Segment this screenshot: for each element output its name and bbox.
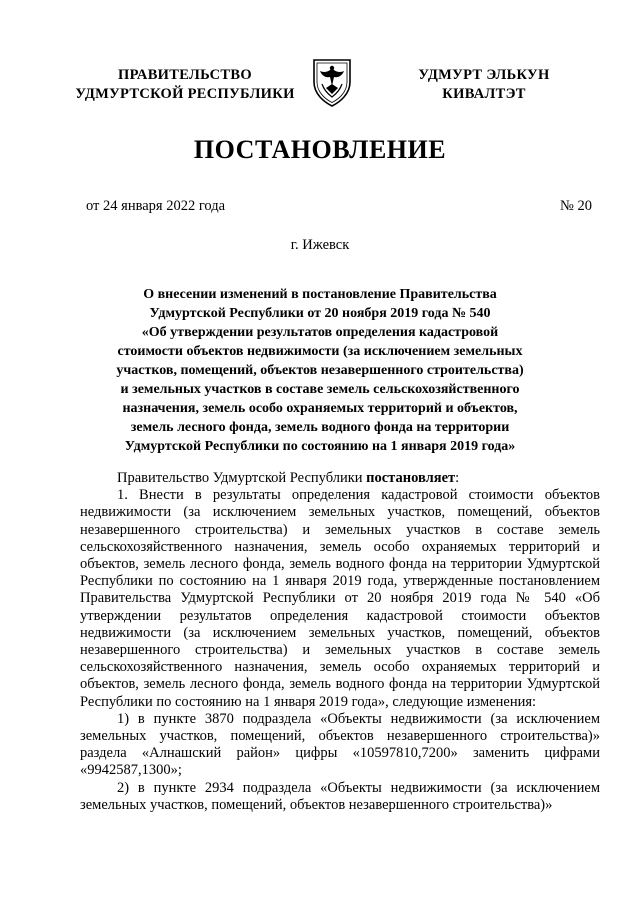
document-body <box>80 470 600 814</box>
subject-line: «Об утверждении результатов определения кадастровой <box>141 325 499 340</box>
header-left-line-1: ПРАВИТЕЛЬСТВО <box>118 67 252 83</box>
body-lead <box>80 470 600 487</box>
body-paragraph: 1. Внести в результаты определения кадастровой стоимости объектов недвижимости (за исключением земельных участков, помещений, объектов незавершенного строительства) и земельных участков в составе земель сельскохозяйственного назначения, земель особо охраняемых территорий и объектов, земель лесного фонда, земель водного фонда на территории Удмуртской Республики по состоянию на 1 января 2019 года, утвержденные постановлением Правительства Удмуртской Республики от 20 ноября 2019 года № 540 «Об утверждении результатов определения кадастровой стоимости объектов недвижимости (за исключением земельных участков, помещений, объектов незавершенного строительства) и земельных участков в составе земель сельскохозяйственного назначения, земель особо охраняемых территорий и объектов, земель лесного фонда, земель водного фонда на территории Удмуртской Республики по состоянию на 1 января 2019 года», следующие изменения: <box>80 487 600 710</box>
subject-line: земель лесного фонда, земель водного фонда на территории <box>130 420 510 435</box>
lead-verb: постановляет <box>366 470 456 486</box>
subject-line: стоимости объектов недвижимости (за исключением земельных <box>117 344 523 359</box>
document-city: г. Ижевск <box>290 237 350 253</box>
body-paragraph: 1) в пункте 3870 подраздела «Объекты недвижимости (за исключением земельных участков, помещений, объектов незавершенного строительства)» раздела «Алнашский район» цифры «10597810,7200» заменить цифрами «9942587,1300»; <box>80 710 600 779</box>
lead-text: Правительство Удмуртской Республики <box>117 470 367 486</box>
government-name-udmurt <box>396 66 572 104</box>
coat-of-arms-icon <box>310 56 354 108</box>
government-name-russian <box>66 66 304 104</box>
subject-line: назначения, земель особо охраняемых территорий и объектов, <box>122 401 518 416</box>
header-left-line-2: УДМУРТСКОЙ РЕСПУБЛИКИ <box>75 86 295 102</box>
document-date: от 24 января 2022 года <box>86 198 226 214</box>
subject-line: и земельных участков в составе земель сельскохозяйственного <box>120 382 520 397</box>
subject-line: Удмуртской Республики по состоянию на 1 января 2019 года» <box>124 439 516 454</box>
body-paragraph: 2) в пункте 2934 подраздела «Объекты недвижимости (за исключением земельных участков, помещений, объектов незавершенного строительства)» <box>80 779 600 813</box>
subject-line: О внесении изменений в постановление Правительства <box>143 287 497 302</box>
document-number: № 20 <box>560 198 592 214</box>
header-right-line-1: УДМУРТ ЭЛЬКУН <box>418 67 550 83</box>
document-title: ПОСТАНОВЛЕНИЕ <box>193 135 447 164</box>
lead-colon: : <box>455 470 460 486</box>
subject-line: Удмуртской Республики от 20 ноября 2019 года № 540 <box>149 306 491 321</box>
header-right-line-2: КИВАЛТЭТ <box>442 86 526 102</box>
document-subject <box>110 285 530 456</box>
subject-line: участков, помещений, объектов незавершенного строительства) <box>116 363 524 378</box>
